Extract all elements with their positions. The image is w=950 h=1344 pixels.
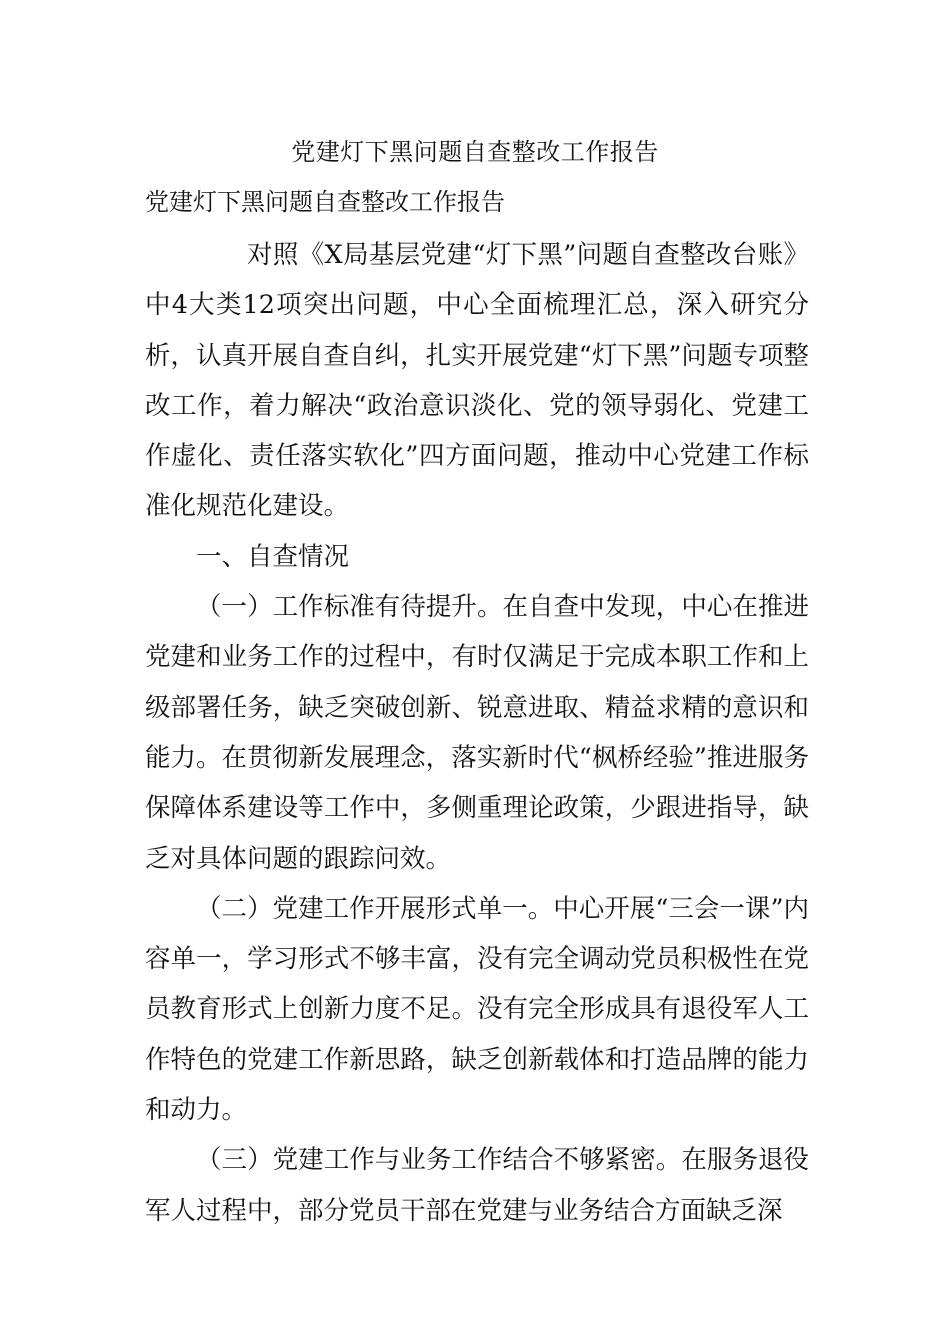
paragraph-item-1: （一）工作标准有待提升。在自查中发现，中心在推进党建和业务工作的过程中，有时仅满足于完成本职工作和上级部署任务，缺乏突破创新、锐意进取、精益求精的意识和能力。在贯彻新发展理念，落实新时代“枫桥经验”推进服务保障体系建设等工作中，多侧重理论政策，少跟进指导，缺乏对具体问题的跟踪问效。 [145,592,809,874]
document-title: 党建灯下黑问题自查整改工作报告 [291,138,659,166]
document-subtitle: 党建灯下黑问题自查整改工作报告 [145,188,505,216]
paragraph-item-3: （三）党建工作与业务工作结合不够紧密。在服务退役军人过程中，部分党员干部在党建与业务结合方面缺乏深 [145,1145,809,1226]
paragraph-intro: 对照《X局基层党建“灯下黑”问题自查整改台账》中4大类12项突出问题，中心全面梳理汇总，深入研究分析，认真开展自查自纠，扎实开展党建“灯下黑”问题专项整改工作，着力解决“政治意识淡化、党的领导弱化、党建工作虚化、责任落实软化”四方面问题，推动中心党建工作标准化规范化建设。 [145,240,809,522]
section-heading-self-check: 一、自查情况 [196,541,350,572]
document-body [145,230,809,1236]
paragraph-item-2: （二）党建工作开展形式单一。中心开展“三会一课”内容单一，学习形式不够丰富，没有完全调动党员积极性在党员教育形式上创新力度不足。没有完全形成具有退役军人工作特色的党建工作新思路，缺乏创新载体和打造品牌的能力和动力。 [145,893,809,1126]
